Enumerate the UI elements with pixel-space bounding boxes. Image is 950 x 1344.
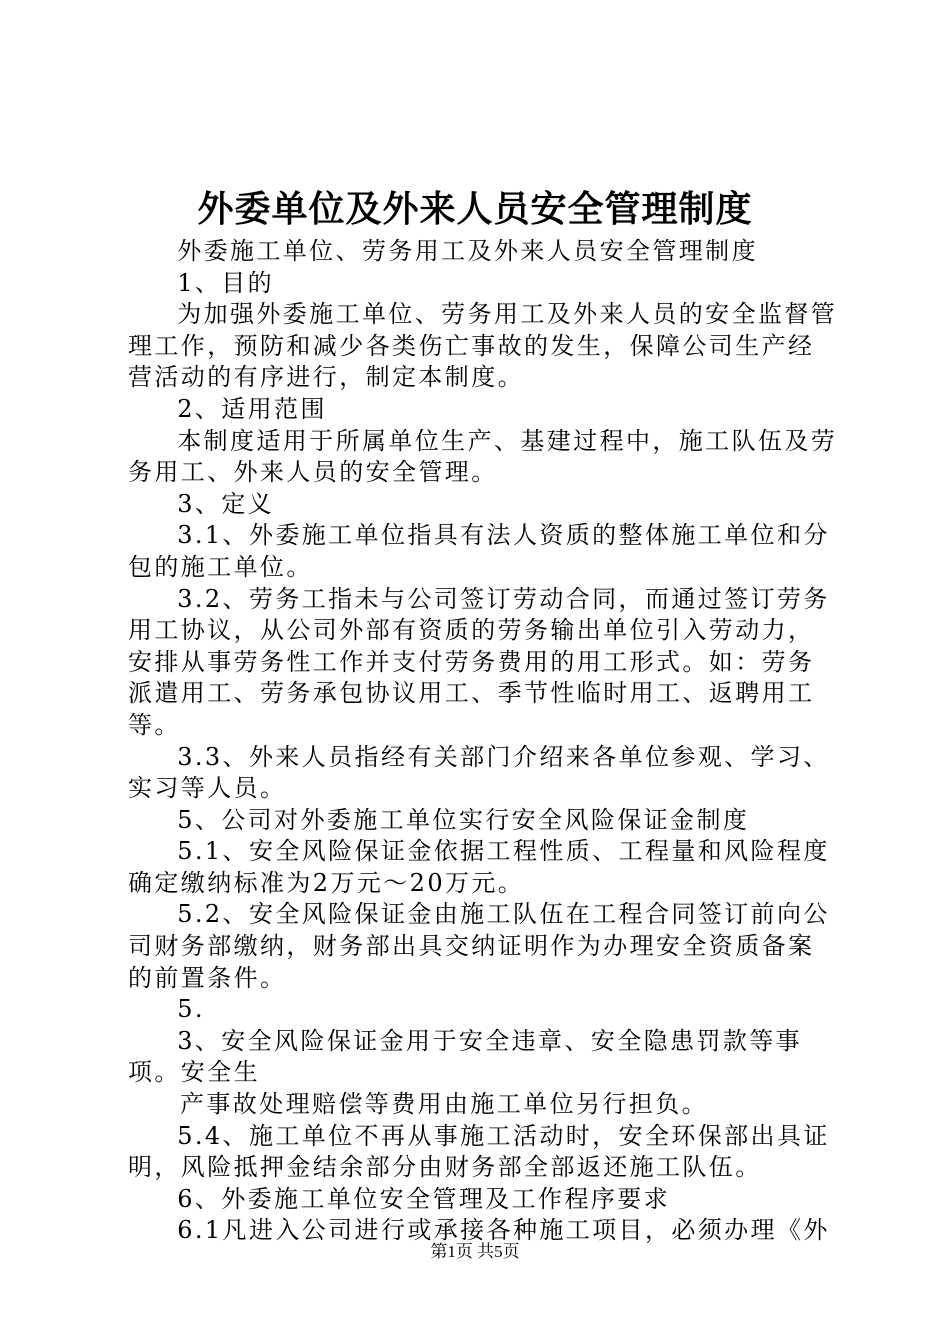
paragraph: 为加强外委施工单位、劳务用工及外来人员的安全监督管理工作，预防和减少各类伤亡事故的发生，保障公司生产经营活动的有序进行，制定本制度。 (128, 300, 838, 392)
paragraph: 5.1、安全风险保证金依据工程性质、工程量和风险程度确定缴纳标准为2万元～20万元。 (128, 837, 830, 897)
paragraph: 3、定义 (177, 489, 275, 518)
paragraph: 5.2、安全风险保证金由施工队伍在工程合同签订前向公司财务部缴纳，财务部出具交纳证明作为办理安全资质备案的前置条件。 (128, 900, 830, 992)
paragraph: 3.2、劳务工指未与公司签订劳动合同，而通过签订劳务用工协议，从公司外部有资质的劳务输出单位引入劳动力，安排从事劳务性工作并支付劳务费用的用工形式。如：劳务派遣用工、劳务承包协议用工、季节性临时用工、返聘用工等。 (128, 584, 830, 739)
paragraph: 3.3、外来人员指经有关部门介绍来各单位参观、学习、实习等人员。 (128, 742, 830, 803)
paragraph: 本制度适用于所属单位生产、基建过程中，施工队伍及劳务用工、外来人员的安全管理。 (128, 426, 838, 487)
paragraph: 2、适用范围 (177, 394, 327, 423)
page-number-footer: 第1页 共5页 (430, 1242, 520, 1261)
paragraph: 6.1凡进入公司进行或承接各种施工项目，必须办理《外 (177, 1216, 830, 1245)
document-title: 外委单位及外来人员安全管理制度 (197, 188, 753, 230)
document-body (128, 236, 838, 1247)
paragraph: 1、目的 (177, 268, 275, 297)
paragraph: 外委施工单位、劳务用工及外来人员安全管理制度 (177, 237, 758, 265)
paragraph: 3、安全风险保证金用于安全违章、安全隐患罚款等事项。安全生 (128, 1026, 803, 1087)
paragraph: 6、外委施工单位安全管理及工作程序要求 (177, 1184, 671, 1213)
paragraph: 5、公司对外委施工单位实行安全风险保证金制度 (177, 805, 750, 834)
paragraph: 3.1、外委施工单位指具有法人资质的整体施工单位和分包的施工单位。 (128, 521, 830, 581)
paragraph: 5. (177, 995, 205, 1024)
paragraph: 产事故处理赔偿等费用由施工单位另行担负。 (180, 1090, 708, 1119)
paragraph: 5.4、施工单位不再从事施工活动时，安全环保部出具证明，风险抵押金结余部分由财务部全部返还施工队伍。 (128, 1121, 830, 1182)
